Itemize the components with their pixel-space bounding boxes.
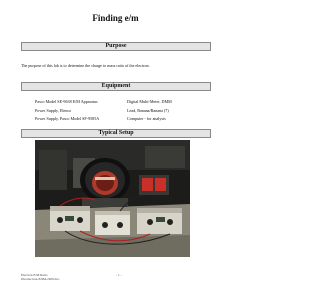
equipment-list-right bbox=[127, 98, 172, 124]
equipment-item: Pasco Model SE-9638 E/M Apparatus bbox=[35, 99, 98, 104]
equipment-item: Power Supply, Elenco bbox=[35, 107, 72, 113]
footer-line-2: file:electron-EOM-ch09.doc bbox=[21, 277, 60, 282]
page-title: Finding e/m bbox=[92, 13, 139, 23]
page-number: - 1 - bbox=[116, 273, 122, 277]
equipment-heading: Equipment bbox=[21, 82, 211, 91]
setup-photo bbox=[35, 140, 190, 257]
equipment-list-left bbox=[35, 98, 99, 124]
setup-photo-image bbox=[35, 140, 190, 257]
footer-line-1: Electron E/M Ratio bbox=[21, 273, 48, 277]
equipment-item: Power Supply, Pasco Model SF-9585A bbox=[35, 116, 100, 121]
setup-heading: Typical Setup bbox=[21, 129, 211, 138]
equipment-item: Lead, Banana/Banana (7) bbox=[127, 107, 169, 113]
purpose-text: The purpose of this lab is to determine the charge to mass ratio of the electron. bbox=[21, 63, 150, 68]
equipment-item: Computer - for analysis bbox=[127, 116, 166, 121]
footer-info bbox=[21, 273, 60, 281]
equipment-item: Digital Multi-Meter, DMM bbox=[127, 99, 172, 104]
purpose-heading: Purpose bbox=[21, 42, 211, 51]
